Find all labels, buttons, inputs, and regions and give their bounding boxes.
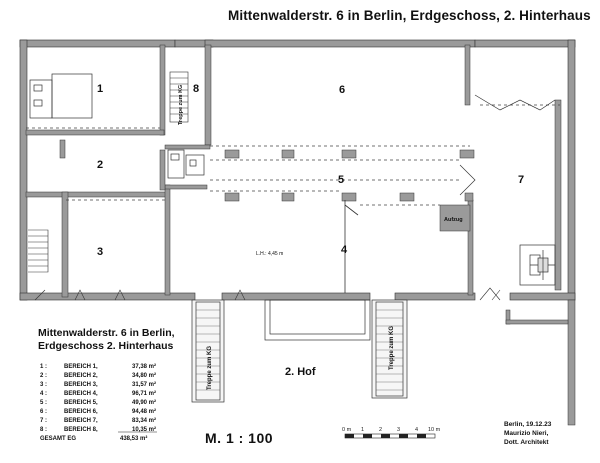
legend-index: 1 : (40, 364, 48, 370)
room-number-4: 4 (341, 244, 348, 256)
legend-row (40, 364, 156, 370)
legend-index: 7 : (40, 418, 48, 424)
room4-door-swing (345, 205, 358, 215)
legend-name: BEREICH 2, (64, 373, 98, 379)
courtyard-right-edge (506, 300, 575, 425)
scale-tick-2: 2 (379, 427, 383, 433)
interior-walls (26, 45, 561, 297)
scale-label: M. 1 : 100 (205, 430, 274, 446)
legend-name: BEREICH 4, (64, 391, 98, 397)
room-number-8: 8 (193, 83, 200, 95)
ceiling-height-label: L.H.: 4,45 m (256, 251, 284, 257)
scale-bar (345, 434, 435, 438)
page-title: Mittenwalderstr. 6 in Berlin, Erdgeschoss, 2. Hinterhaus (228, 8, 591, 23)
credit-role: Dott. Architekt (504, 439, 549, 446)
legend-area: 49,90 m² (131, 400, 156, 406)
legend-area: 37,38 m² (131, 364, 156, 370)
legend-title-line1: Mittenwalderstr. 6 in Berlin, (38, 327, 175, 339)
room-number-2: 2 (97, 159, 104, 171)
legend-area: 94,48 m² (131, 409, 156, 415)
stair-right-courtyard-label: Treppe zum KG (389, 325, 395, 370)
legend-row (40, 400, 156, 406)
legend-index: 5 : (40, 400, 48, 406)
scale-tick-1: 1 (361, 427, 365, 433)
legend-row (40, 427, 156, 433)
courtyard-planter (265, 300, 370, 340)
legend-name: BEREICH 8, (64, 427, 98, 433)
legend-row (40, 418, 156, 424)
legend-name: BEREICH 7, (64, 418, 98, 424)
legend-area: 10,35 m² (131, 427, 156, 433)
room7-fixtures (460, 95, 555, 285)
scale-tick-4: 4 (415, 427, 419, 433)
credit-author: Maurizio Nieri, (504, 430, 549, 437)
scale-tick-0: 0 m (342, 427, 352, 433)
elevator-label: Aufzug (444, 217, 463, 223)
legend-row (40, 382, 156, 388)
legend-title (38, 327, 175, 353)
legend-total-value: 438,53 m² (120, 436, 148, 442)
legend-row (40, 391, 156, 397)
scale-tick-10: 10 m (428, 427, 441, 433)
stair-left-courtyard-label: Treppe zum KG (207, 345, 213, 390)
legend-name: BEREICH 5, (64, 400, 98, 406)
room-number-5: 5 (338, 174, 345, 186)
courtyard-label: 2. Hof (285, 366, 316, 378)
legend-area: 96,71 m² (131, 391, 156, 397)
legend-area: 83,34 m² (131, 418, 156, 424)
legend-area: 31,57 m² (131, 382, 156, 388)
stair-top-label: Treppe zum KG (178, 84, 184, 125)
legend-index: 8 : (40, 427, 48, 433)
room1-fixtures (30, 74, 92, 118)
legend-index: 2 : (40, 373, 48, 379)
room-number-1: 1 (97, 83, 104, 95)
scale-tick-3: 3 (397, 427, 401, 433)
legend-name: BEREICH 3, (64, 382, 98, 388)
legend-area: 34,80 m² (131, 373, 156, 379)
outer-walls (20, 40, 575, 300)
room-number-6: 6 (339, 84, 346, 96)
scale-ticks (342, 427, 441, 433)
legend-total-label: GESAMT EG (40, 436, 77, 442)
stair-left (28, 230, 48, 272)
room-number-7: 7 (518, 174, 525, 186)
legend-row (40, 409, 156, 415)
credit-date: Berlin, 19.12.23 (504, 421, 552, 428)
legend-name: BEREICH 6, (64, 409, 98, 415)
center-bathroom (168, 150, 204, 178)
legend-index: 4 : (40, 391, 48, 397)
legend-index: 3 : (40, 382, 48, 388)
legend-title-line2: Erdgeschoss 2. Hinterhaus (38, 340, 174, 352)
legend-row (40, 373, 156, 379)
legend-index: 6 : (40, 409, 48, 415)
legend-name: BEREICH 1, (64, 364, 98, 370)
room-number-3: 3 (97, 246, 104, 258)
